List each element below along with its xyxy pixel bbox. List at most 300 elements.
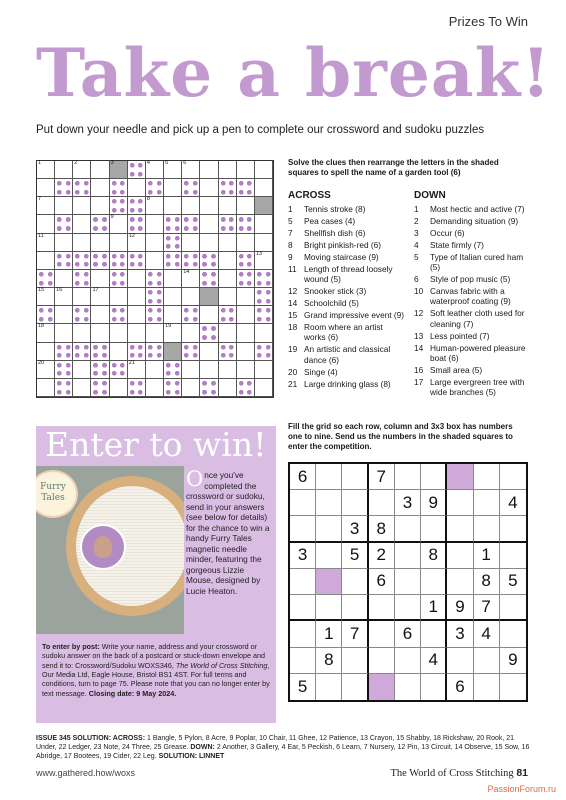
clue-number: 9 [288, 251, 293, 262]
clue-number: 21 [288, 378, 298, 389]
crossword-block [200, 324, 218, 342]
clue-number: 5 [414, 251, 419, 262]
sudoku-cell [395, 648, 421, 674]
clue-number: 10 [414, 286, 424, 297]
crossword-block [73, 252, 91, 270]
sudoku-cell: 1 [474, 543, 500, 569]
crossword-block [255, 343, 273, 361]
sudoku-cell: 4 [421, 648, 447, 674]
sudoku-cell: 3 [447, 621, 473, 647]
clue-text: Human-powered pleasure boat (6) [430, 342, 526, 364]
crossword-block [128, 215, 146, 233]
crossword-cell [110, 288, 128, 306]
sudoku-cell [395, 543, 421, 569]
entry-magazine: The World of Cross Stitching [175, 660, 268, 670]
footer-magazine [390, 767, 528, 779]
down-clue [414, 252, 534, 273]
clue-number: 13 [414, 330, 424, 341]
sudoku-cell [474, 464, 500, 490]
down-heading: DOWN [414, 190, 446, 201]
crossword-block [91, 215, 109, 233]
sudoku-cell [290, 490, 316, 516]
crossword-cell [146, 361, 164, 379]
clue-text: Singe (4) [304, 366, 338, 377]
crossword-block [164, 234, 182, 252]
crossword-block [110, 270, 128, 288]
crossword-cell [55, 306, 73, 324]
crossword-block [55, 361, 73, 379]
prize-description: Once you've completed the crossword or sudoku, send in your answers (see below for details) for the chance to win a handy Furry Tales magnetic needle minder, featuring the gorgeous Lizzie Mouse, designed by Lucie Heaton. [186, 467, 270, 596]
crossword-cell [200, 361, 218, 379]
crossword-cell [182, 234, 200, 252]
crossword-cell [55, 270, 73, 288]
crossword-cell [128, 179, 146, 197]
crossword-cell [73, 361, 91, 379]
crossword-cell [182, 197, 200, 215]
crossword-block [55, 179, 73, 197]
crossword-cell [255, 179, 273, 197]
crossword-grid [36, 160, 274, 398]
crossword-cell [219, 361, 237, 379]
sudoku-cell: 7 [342, 621, 368, 647]
sudoku-cell [447, 543, 473, 569]
across-clue [288, 204, 406, 214]
crossword-block [91, 343, 109, 361]
sudoku-cell [290, 595, 316, 621]
sudoku-cell: 8 [316, 648, 342, 674]
sudoku-cell [395, 516, 421, 542]
clue-text: State firmly (7) [430, 239, 484, 250]
across-clue [288, 228, 406, 238]
clue-text: Shellfish dish (6) [304, 227, 366, 238]
across-clues [288, 204, 406, 390]
across-clue [288, 240, 406, 250]
across-clue [288, 379, 406, 389]
crossword-block [128, 379, 146, 397]
crossword-cell [110, 379, 128, 397]
crossword-block [91, 379, 109, 397]
crossword-shaded-cell [164, 343, 182, 361]
crossword-block [182, 179, 200, 197]
crossword-cell [73, 197, 91, 215]
crossword-cell [37, 288, 55, 306]
sudoku-cell [342, 648, 368, 674]
crossword-block [128, 252, 146, 270]
crossword-cell [219, 197, 237, 215]
crossword-cell [37, 324, 55, 342]
down-clue [414, 365, 534, 375]
sudoku-cell [474, 490, 500, 516]
sudoku-cell [316, 490, 342, 516]
down-clue [414, 216, 534, 226]
crossword-block [200, 379, 218, 397]
crossword-cell [37, 179, 55, 197]
crossword-block [146, 270, 164, 288]
crossword-block [164, 361, 182, 379]
crossword-block [73, 270, 91, 288]
crossword-cell [219, 161, 237, 179]
clue-number: 2 [414, 215, 419, 226]
sudoku-cell: 4 [500, 490, 526, 516]
crossword-clue-number: 12 [128, 232, 135, 239]
across-clue [288, 286, 406, 296]
sudoku-cell: 6 [395, 621, 421, 647]
crossword-cell [219, 252, 237, 270]
crossword-block [128, 197, 146, 215]
down-clue [414, 308, 534, 329]
crossword-cell [237, 306, 255, 324]
down-clue [414, 274, 534, 284]
closing-date: 9 May 2024. [134, 688, 177, 698]
clue-number: 15 [288, 309, 298, 320]
crossword-block [182, 252, 200, 270]
crossword-cell [164, 270, 182, 288]
crossword-cell [237, 161, 255, 179]
needle-minder [80, 524, 126, 570]
crossword-cell [255, 361, 273, 379]
crossword-block [128, 161, 146, 179]
crossword-cell [37, 161, 55, 179]
sudoku-cell [421, 516, 447, 542]
crossword-cell [200, 234, 218, 252]
crossword-block [237, 252, 255, 270]
sudoku-cell [447, 569, 473, 595]
clue-text: Moving staircase (9) [304, 251, 379, 262]
crossword-shaded-cell [200, 288, 218, 306]
crossword-cell [110, 215, 128, 233]
sudoku-cell [395, 674, 421, 700]
crossword-cell [37, 343, 55, 361]
across-clue [288, 310, 406, 320]
crossword-cell [219, 324, 237, 342]
sudoku-cell: 6 [447, 674, 473, 700]
crossword-cell [146, 215, 164, 233]
clue-number: 18 [288, 321, 298, 332]
clue-text: Canvas fabric with a waterproof coating (9) [430, 286, 511, 307]
crossword-cell [237, 288, 255, 306]
across-clue [288, 322, 406, 343]
crossword-block [73, 306, 91, 324]
crossword-clue-number: 6 [183, 160, 187, 166]
sudoku-cell [421, 674, 447, 700]
sudoku-cell: 6 [290, 464, 316, 490]
sudoku-cell [500, 674, 526, 700]
crossword-cell [200, 179, 218, 197]
sudoku-cell [369, 595, 395, 621]
sudoku-cell [500, 543, 526, 569]
page-title: Take a break! [36, 34, 552, 112]
clue-text: Length of thread loosely wound (5) [304, 263, 393, 285]
crossword-cell [55, 324, 73, 342]
crossword-cell [37, 379, 55, 397]
crossword-block [91, 252, 109, 270]
crossword-cell [219, 234, 237, 252]
clue-text: Large evergreen tree with wide branches (5) [430, 376, 525, 398]
crossword-cell [110, 324, 128, 342]
crossword-clue-number: 19 [165, 323, 172, 330]
crossword-block [182, 215, 200, 233]
sudoku-grid [288, 462, 528, 702]
sudoku-cell [316, 464, 342, 490]
down-clues [414, 204, 534, 399]
crossword-cell [146, 252, 164, 270]
crossword-cell [255, 234, 273, 252]
crossword-cell [128, 234, 146, 252]
clue-text: Snooker stick (3) [304, 286, 367, 297]
clue-number: 19 [288, 344, 298, 355]
sudoku-cell [447, 516, 473, 542]
crossword-cell [91, 288, 109, 306]
clue-text: Type of Italian cured ham (5) [430, 251, 524, 273]
page-subtitle: Put down your needle and pick up a pen to complete our crossword and sudoku puzzles [36, 124, 485, 136]
sudoku-cell: 5 [342, 543, 368, 569]
solution-down-label: DOWN: [190, 744, 215, 752]
crossword-shaded-cell [110, 161, 128, 179]
sudoku-cell [500, 595, 526, 621]
sudoku-cell [421, 569, 447, 595]
crossword-clue-number: 20 [38, 359, 45, 366]
crossword-cell [182, 361, 200, 379]
solution-answer: SOLUTION: LINNET [158, 753, 225, 761]
crossword-cell [255, 215, 273, 233]
entry-label: To enter by post: [42, 642, 100, 651]
crossword-block [110, 197, 128, 215]
clue-number: 12 [288, 286, 298, 297]
crossword-cell [110, 343, 128, 361]
sudoku-cell: 8 [474, 569, 500, 595]
clue-number: 3 [414, 227, 419, 238]
across-clue [288, 264, 406, 285]
crossword-cell [128, 324, 146, 342]
sudoku-cell: 1 [421, 595, 447, 621]
crossword-block [37, 306, 55, 324]
clue-text: Most hectic and active (7) [430, 204, 525, 214]
crossword-clue-number: 7 [38, 196, 42, 203]
crossword-cell [146, 161, 164, 179]
crossword-cell [73, 234, 91, 252]
clue-number: 6 [414, 274, 419, 285]
sudoku-cell [342, 595, 368, 621]
crossword-block [182, 306, 200, 324]
crossword-clue-number: 16 [56, 287, 63, 294]
mouse-illustration [94, 536, 112, 558]
crossword-block [219, 179, 237, 197]
sudoku-cell [395, 464, 421, 490]
crossword-block [237, 270, 255, 288]
sudoku-cell [290, 648, 316, 674]
crossword-clue-number: 17 [92, 287, 99, 294]
crossword-block [55, 379, 73, 397]
crossword-cell [164, 179, 182, 197]
clue-number: 12 [414, 308, 424, 319]
crossword-cell [219, 288, 237, 306]
clue-text: Grand impressive event (9) [304, 309, 405, 320]
crossword-cell [37, 234, 55, 252]
previous-solution [36, 734, 530, 761]
crossword-cell [91, 234, 109, 252]
clue-number: 7 [288, 227, 293, 238]
sudoku-cell: 7 [474, 595, 500, 621]
crossword-cell [73, 324, 91, 342]
sudoku-cell: 7 [369, 464, 395, 490]
crossword-cell [37, 215, 55, 233]
down-clue [414, 377, 534, 398]
crossword-clue-number: 18 [38, 323, 45, 330]
crossword-clue-number: 15 [38, 287, 45, 294]
down-clue [414, 343, 534, 364]
crossword-cell [37, 252, 55, 270]
crossword-cell [91, 161, 109, 179]
sudoku-cell [500, 464, 526, 490]
crossword-cell [73, 215, 91, 233]
sudoku-cell: 9 [421, 490, 447, 516]
crossword-cell [73, 288, 91, 306]
sudoku-cell: 9 [500, 648, 526, 674]
sudoku-cell: 3 [290, 543, 316, 569]
sudoku-cell: 8 [421, 543, 447, 569]
crossword-block [110, 179, 128, 197]
across-clue [288, 344, 406, 365]
crossword-clue-number: 1 [38, 160, 42, 166]
crossword-block [55, 252, 73, 270]
sudoku-shaded-cell [316, 569, 342, 595]
crossword-cell [55, 161, 73, 179]
crossword-cell [37, 197, 55, 215]
crossword-clue-number: 3 [110, 160, 114, 166]
sudoku-cell [500, 621, 526, 647]
crossword-block [73, 343, 91, 361]
crossword-block [91, 361, 109, 379]
crossword-block [110, 252, 128, 270]
crossword-block [146, 179, 164, 197]
crossword-cell [200, 306, 218, 324]
crossword-cell [110, 234, 128, 252]
sudoku-cell [421, 464, 447, 490]
clue-text: Pea cases (4) [304, 215, 356, 226]
down-clue [414, 286, 534, 307]
crossword-cell [182, 379, 200, 397]
crossword-block [73, 179, 91, 197]
sudoku-cell: 2 [369, 543, 395, 569]
prize-photo [36, 466, 184, 634]
sudoku-cell [447, 490, 473, 516]
sudoku-cell [290, 516, 316, 542]
sudoku-cell [342, 490, 368, 516]
sudoku-cell: 1 [316, 621, 342, 647]
entry-instructions [42, 642, 270, 698]
clue-number: 1 [414, 204, 419, 214]
crossword-cell [237, 197, 255, 215]
closing-label: Closing date: [88, 688, 135, 698]
sudoku-cell [342, 464, 368, 490]
crossword-cell [164, 197, 182, 215]
crossword-block [164, 252, 182, 270]
clue-text: Large drinking glass (8) [304, 378, 391, 389]
down-clue [414, 240, 534, 250]
crossword-cell [255, 252, 273, 270]
entry-text-2: , Our Media Ltd, Eagle House, Bristol BS1 4ST. For full terms and conditions, turn to page 75. Please note that you can no longer enter by text message. [42, 660, 270, 698]
crossword-cell [128, 306, 146, 324]
sudoku-cell [369, 648, 395, 674]
crossword-cell [55, 197, 73, 215]
crossword-cell [91, 324, 109, 342]
crossword-cell [128, 288, 146, 306]
crossword-clue-number: 21 [128, 359, 135, 366]
sudoku-shaded-cell [369, 674, 395, 700]
clue-number: 17 [414, 376, 424, 387]
crossword-block [255, 306, 273, 324]
solution-across: 1 Bangle, 5 Pylon, 8 Acre, 9 Poplar, 10 Chair, 11 Ghee, 12 Patience, 13 Crayon, 15 Shabby, 18 Rickshaw, 20 Rook, 21 Under, 22 Ledger, 23 Note, 24 Three, 25 Grease. [36, 735, 515, 752]
crossword-cell [164, 288, 182, 306]
across-clue [288, 298, 406, 308]
footer-url[interactable]: www.gathered.how/woxs [36, 768, 136, 778]
crossword-cell [55, 234, 73, 252]
sudoku-cell [474, 674, 500, 700]
crossword-cell [146, 234, 164, 252]
clue-number: 14 [414, 342, 424, 353]
crossword-cell [255, 161, 273, 179]
page-number: 81 [516, 767, 528, 779]
clue-text: Style of pop music (5) [430, 274, 511, 285]
crossword-cell [164, 324, 182, 342]
crossword-cell [237, 324, 255, 342]
crossword-cell [182, 161, 200, 179]
sudoku-cell [474, 516, 500, 542]
sudoku-cell [316, 595, 342, 621]
clue-text: Small area (5) [430, 364, 483, 375]
crossword-cell [91, 270, 109, 288]
clue-text: Less pointed (7) [430, 330, 490, 341]
crossword-instructions: Solve the clues then rearrange the letters in the shaded squares to spell the name of a garden tool (6) [288, 158, 499, 177]
sudoku-cell: 5 [500, 569, 526, 595]
crossword-block [146, 306, 164, 324]
crossword-clue-number: 9 [110, 214, 114, 221]
crossword-clue-number: 8 [146, 196, 150, 203]
clue-text: Soft leather cloth used for cleaning (7) [430, 308, 525, 329]
crossword-cell [182, 324, 200, 342]
crossword-cell [237, 234, 255, 252]
entry-text-1: Write your name, address and your crossword or sudoku answer on the back of a postcard or stuck-down envelope and send it to: Crossword/Sudoku WOXS346, [42, 642, 265, 670]
down-clue [414, 204, 534, 214]
crossword-cell [55, 288, 73, 306]
crossword-cell [200, 161, 218, 179]
crossword-cell [164, 161, 182, 179]
crossword-cell [91, 179, 109, 197]
across-clue [288, 252, 406, 262]
down-clue [414, 228, 534, 238]
sudoku-shaded-cell [447, 464, 473, 490]
crossword-block [255, 288, 273, 306]
solution-across-label: ACROSS: [112, 735, 146, 742]
crossword-cell [237, 343, 255, 361]
sudoku-cell [342, 569, 368, 595]
sudoku-cell: 5 [290, 674, 316, 700]
sudoku-cell: 4 [474, 621, 500, 647]
crossword-block [55, 215, 73, 233]
clue-number: 5 [288, 215, 293, 226]
clue-number: 14 [288, 298, 298, 309]
competition-title: Enter to win! [45, 425, 267, 464]
sudoku-cell [290, 621, 316, 647]
crossword-cell [255, 324, 273, 342]
across-clue [288, 367, 406, 377]
clue-number: 16 [414, 364, 424, 375]
across-clue [288, 216, 406, 226]
sudoku-cell [395, 595, 421, 621]
crossword-cell [255, 379, 273, 397]
sudoku-cell [500, 516, 526, 542]
sudoku-cell [421, 621, 447, 647]
